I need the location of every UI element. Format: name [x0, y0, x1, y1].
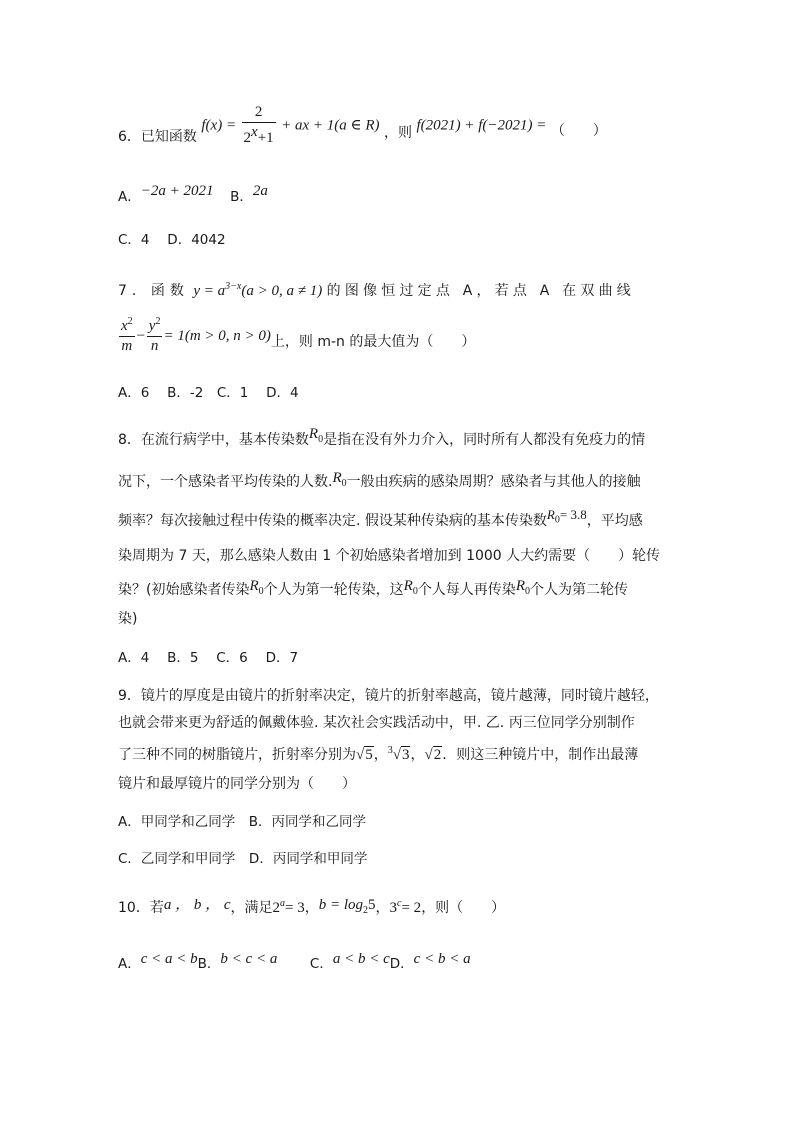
question-9-line1: 9．镜片的厚度是由镜片的折射率决定，镜片的折射率越高，镜片越薄，同时镜片越轻， — [118, 688, 659, 704]
q10-opt-c: a < b < c — [332, 951, 390, 967]
q8-options: A．4 B．5 C．6 D．7 — [118, 650, 299, 666]
q6-options-ab — [118, 182, 268, 205]
q7-fraction-y: $\frac{y^2}{n}$ — [148, 316, 161, 354]
q6-frac-den: $2^x+1$ — [243, 123, 274, 146]
q6-opt-b: 2a — [252, 183, 268, 199]
question-10-stem: 10．若a ， b ， c，满足$2^a= 3$，$b = \log_25$，$3^c= 2$，则（ ） — [118, 897, 506, 916]
q6-mid: ，则 — [383, 125, 412, 142]
q7-minus: − — [135, 327, 146, 344]
question-8-line4: 染周期为 7 天，那么感染人数由 1 个初始感染者增加到 1000 人大约需要（ ）轮传 — [118, 548, 661, 564]
q6-func-lhs: f(x) = — [201, 117, 237, 134]
q10-opt-d: c < b < a — [413, 951, 471, 967]
q6-opt-a: −2a + 2021 — [140, 183, 214, 199]
q6-expr: f(2021) + f(−2021) = — [416, 117, 547, 134]
cbrt-3: $^3$√3 — [387, 745, 410, 763]
q6-opt-a-label: A． — [118, 189, 141, 205]
r0-value: $R_0= 3.8$ — [546, 507, 587, 526]
q10-opt-a: c < a < b — [140, 951, 198, 967]
question-9-line4: 镜片和最厚镜片的同学分别为（ ） — [118, 776, 356, 792]
q7-line1-b: 的图像恒过定点 A，若点 A 在双曲线 — [326, 283, 635, 299]
q6-paren: （ ） — [550, 123, 607, 140]
q10-options: A．c < a < bB．b < c < a C．a < b < cD．c < b < a — [118, 951, 471, 972]
q10-opt-b: b < c < a — [220, 951, 278, 967]
r0-symbol: $R_0$ — [515, 578, 530, 597]
q7-line1-a: 7．函数 — [118, 283, 189, 299]
question-8-line5: 染？(初始感染者传染$R_0$个人为第一轮传染，这$R_0$个人每人再传染$R_0$个人为第二轮传 — [118, 578, 628, 598]
q10-cond-1: $2^a= 3$ — [272, 898, 305, 916]
r0-symbol: $R_0$ — [403, 578, 418, 597]
q10-cond-3: $3^c= 2$ — [389, 898, 422, 916]
q6-opt-b-label: B． — [230, 189, 253, 205]
q7-eq: = 1(m > 0, n > 0) — [163, 327, 271, 344]
q7-options: A．6 B．-2 C．1 D．4 — [118, 385, 299, 401]
question-9-line2: 也就会带来更为舒适的佩戴体验. 某次社会实践活动中，甲. 乙. 丙三位同学分别制作 — [118, 715, 635, 731]
question-7-line1 — [118, 281, 635, 301]
q6-prefix: 6．已知函数 — [118, 129, 197, 146]
q7-fraction-x: $\frac{x^2}{m}$ — [121, 316, 133, 354]
question-8-line6: 染) — [118, 611, 138, 627]
sqrt-5: √5 — [356, 747, 373, 763]
question-8-line3: 频率？每次接触过程中传染的概率决定. 假设某种传染病的基本传染数$R_0= 3.8$，平均感 — [118, 507, 643, 529]
question-9-line3: 了三种不同的树脂镜片，折射率分别为√5，$^3$√3，√2．则这三种镜片中，制作出最薄 — [118, 745, 639, 763]
q6-frac-num: 2 — [254, 104, 263, 120]
sqrt-2: √2 — [424, 747, 442, 763]
r0-symbol: $R_0$ — [332, 470, 347, 489]
q9-options-cd: C．乙同学和甲同学 D．丙同学和甲同学 — [118, 851, 368, 867]
question-8-line2: 况下，一个感染者平均传染的人数$.R_0$一般由疾病的感染周期？感染者与其他人的接触 — [118, 470, 641, 490]
r0-symbol: $R_0$ — [308, 426, 324, 445]
question-6-stem — [118, 103, 607, 148]
q6-fraction — [242, 103, 276, 148]
q6-func-tail: + ax + 1(a ∈ R) — [281, 117, 380, 134]
q10-cond-2: $b = \log_25$ — [318, 897, 376, 916]
r0-symbol: $R_0$ — [249, 578, 264, 597]
question-8-line1: 8．在流行病学中，基本传染数$R_0$是指在没有外力介入，同时所有人都没有免疫力的情 — [118, 426, 646, 448]
q9-options-ab: A．甲同学和乙同学 B．丙同学和乙同学 — [118, 814, 366, 830]
q6-options-cd: C．4 D．4042 — [118, 232, 226, 248]
q10-vars: a ， b ， c — [163, 897, 231, 913]
question-7-line2 — [118, 316, 475, 356]
q7-line2-b: 上，则 m-n 的最大值为（ ） — [270, 333, 476, 350]
q7-func: $y = a^{3-x}(a > 0$, a ≠ 1) — [193, 281, 323, 299]
